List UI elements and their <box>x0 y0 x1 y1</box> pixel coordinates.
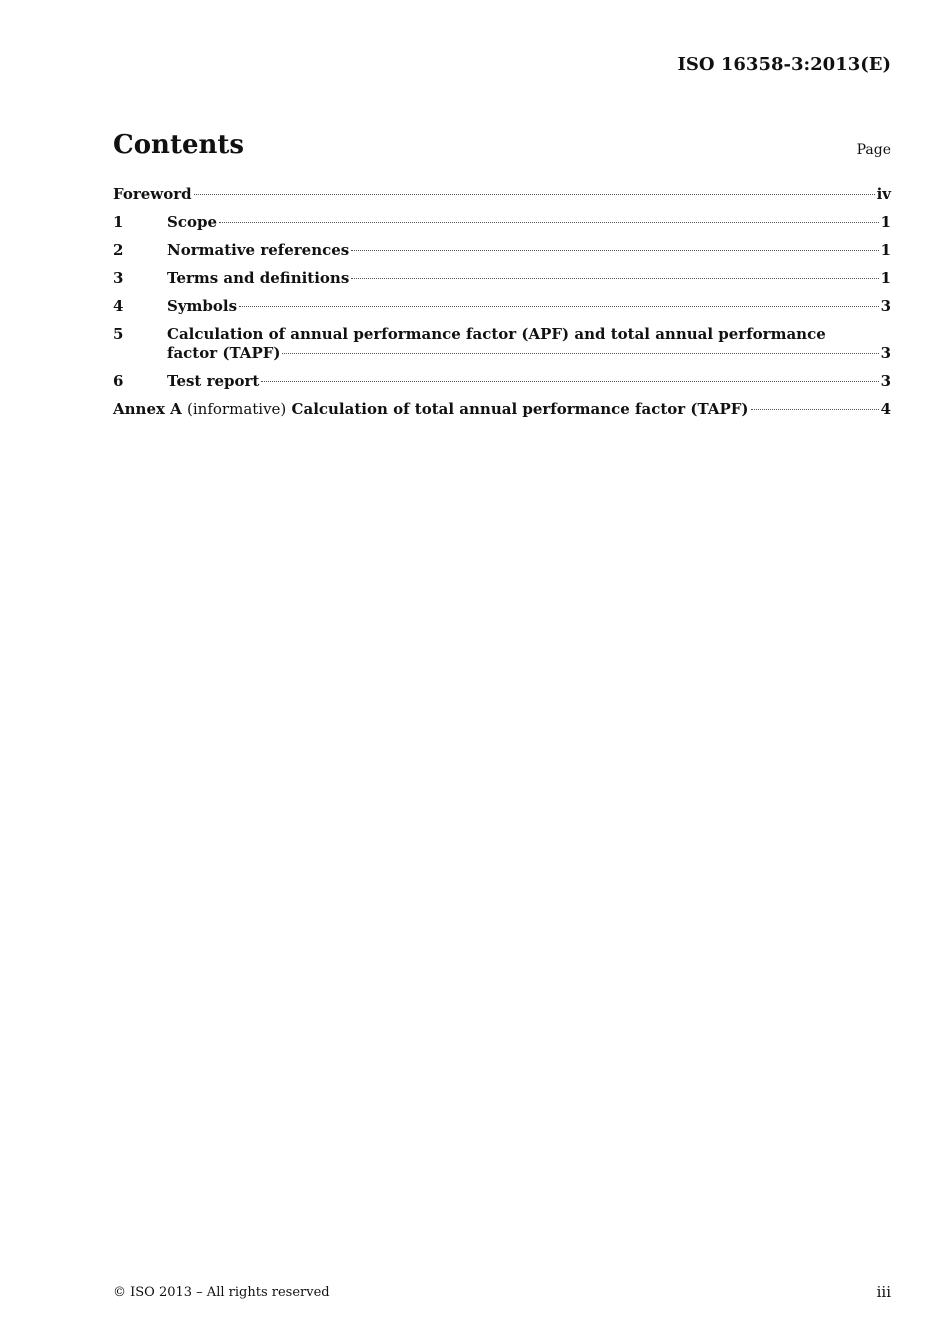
dot-leader <box>351 250 878 251</box>
toc-entry-page: 1 <box>880 241 891 259</box>
toc-entry-page: 3 <box>880 344 891 362</box>
toc-entry-page: 1 <box>880 269 891 287</box>
toc-entry-number: 3 <box>113 269 124 287</box>
document-id: ISO 16358-3:2013(E) <box>677 54 891 75</box>
toc-entry-title: Scope <box>167 213 218 231</box>
toc-entry-page: 1 <box>880 213 891 231</box>
contents-title: Contents <box>113 130 245 160</box>
toc-entry-foreword[interactable] <box>113 185 891 204</box>
table-of-contents <box>113 185 891 428</box>
toc-entry-page: iv <box>876 185 891 203</box>
dot-leader <box>194 194 875 195</box>
toc-entry-title-line1: Calculation of annual performance factor (APF) and total annual performance <box>167 325 826 343</box>
toc-entry-title <box>113 400 749 419</box>
dot-leader <box>261 381 878 382</box>
toc-entry-number: 6 <box>113 372 124 390</box>
toc-entry-number: 1 <box>113 213 124 231</box>
toc-entry-page: 3 <box>880 372 891 390</box>
toc-entry-terms-and-definitions[interactable] <box>113 269 891 288</box>
dot-leader <box>351 278 878 279</box>
dot-leader <box>751 409 879 410</box>
toc-entry-test-report[interactable] <box>113 372 891 391</box>
toc-entry-title: Symbols <box>167 297 238 315</box>
toc-entry-page: 4 <box>880 400 891 418</box>
toc-entry-title: Foreword <box>113 185 192 203</box>
page-number: iii <box>876 1283 891 1301</box>
toc-entry-title-line2: factor (TAPF) <box>167 344 281 362</box>
dot-leader <box>219 222 879 223</box>
toc-entry-annex-a[interactable] <box>113 400 891 419</box>
annex-label: Annex A <box>113 400 182 418</box>
annex-type: (informative) <box>187 400 287 418</box>
page-column-label: Page <box>856 142 891 158</box>
toc-entry-title: Terms and definitions <box>167 269 350 287</box>
toc-entry-scope[interactable] <box>113 213 891 232</box>
toc-entry-title: Test report <box>167 372 260 390</box>
toc-entry-normative-references[interactable] <box>113 241 891 260</box>
annex-title: Calculation of total annual performance factor (TAPF) <box>291 400 749 418</box>
dot-leader <box>282 353 878 354</box>
contents-header <box>113 130 891 170</box>
toc-entry-calculation-apf-tapf[interactable] <box>113 325 891 363</box>
toc-entry-page: 3 <box>880 297 891 315</box>
toc-entry-title: Normative references <box>167 241 350 259</box>
toc-entry-number: 4 <box>113 297 124 315</box>
dot-leader <box>239 306 879 307</box>
toc-entry-number: 2 <box>113 241 124 259</box>
copyright-notice: © ISO 2013 – All rights reserved <box>113 1285 330 1300</box>
toc-entry-symbols[interactable] <box>113 297 891 316</box>
toc-entry-number: 5 <box>113 325 124 343</box>
